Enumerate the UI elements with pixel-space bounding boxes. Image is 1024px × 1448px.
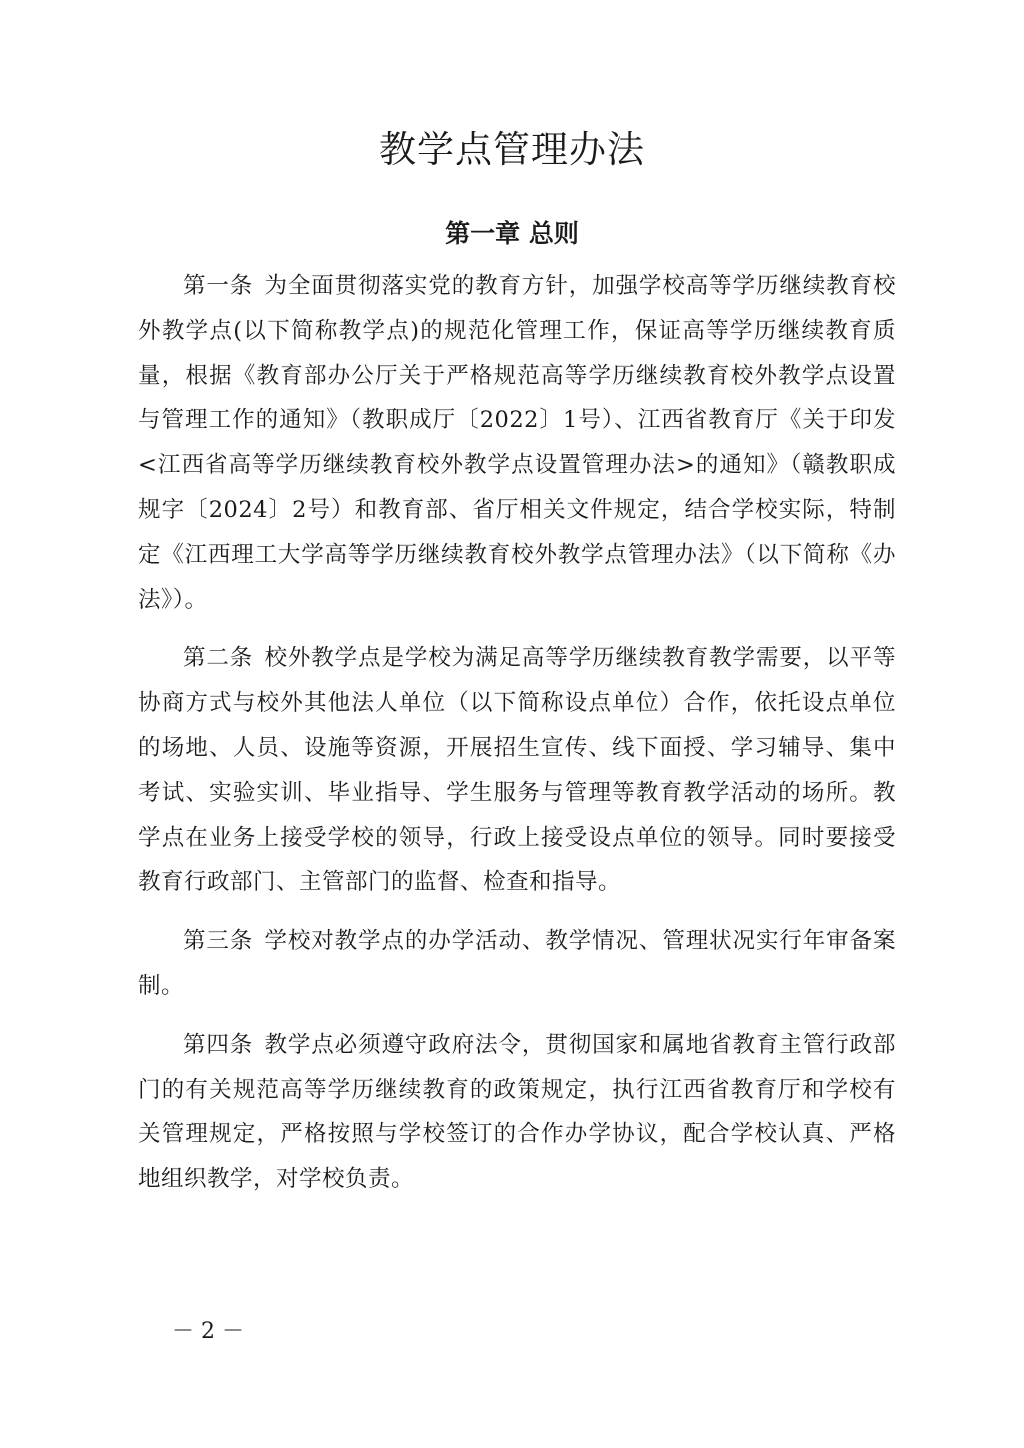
article-4-text: 教学点必须遵守政府法令，贯彻国家和属地省教育主管行政部门的有关规范高等学历继续教育的政策规定，执行江西省教育厅和学校有关管理规定，严格按照与学校签订的合作办学协议，配合学校认真、严格地组织教学，对学校负责。: [138, 1031, 896, 1193]
article-3: [138, 919, 896, 1009]
article-1-text: 为全面贯彻落实党的教育方针，加强学校高等学历继续教育校外教学点(以下简称教学点)的规范化管理工作，保证高等学历继续教育质量，根据《教育部办公厅关于严格规范高等学历继续教育校外教学点设置与管理工作的通知》（教职成厅〔2022〕1号）、江西省教育厅《关于印发<江西省高等学历继续教育校外教学点设置管理办法>的通知》（赣教职成规字〔2024〕2号）和教育部、省厅相关文件规定，结合学校实际，特制定《江西理工大学高等学历继续教育校外教学点管理办法》（以下简称《办法》）。: [138, 273, 896, 613]
article-3-label: 第三条: [183, 928, 254, 955]
chapter-heading: 第一章 总则: [445, 219, 579, 248]
article-4-label: 第四条: [183, 1031, 254, 1058]
page-number: － 2 －: [172, 1319, 244, 1344]
article-3-text: 学校对教学点的办学活动、教学情况、管理状况实行年审备案制。: [138, 928, 896, 999]
document-body: [138, 264, 896, 1216]
document-title: 教学点管理办法: [379, 128, 645, 171]
article-1-label: 第一条: [183, 273, 254, 299]
article-2: [138, 636, 896, 905]
article-1: [138, 264, 896, 622]
article-4: [138, 1023, 896, 1202]
article-2-text: 校外教学点是学校为满足高等学历继续教育教学需要，以平等协商方式与校外其他法人单位（以下简称设点单位）合作，依托设点单位的场地、人员、设施等资源，开展招生宣传、线下面授、学习辅导、集中考试、实验实训、毕业指导、学生服务与管理等教育教学活动的场所。教学点在业务上接受学校的领导，行政上接受设点单位的领导。同时要接受教育行政部门、主管部门的监督、检查和指导。: [138, 645, 896, 896]
article-2-label: 第二条: [183, 645, 254, 672]
